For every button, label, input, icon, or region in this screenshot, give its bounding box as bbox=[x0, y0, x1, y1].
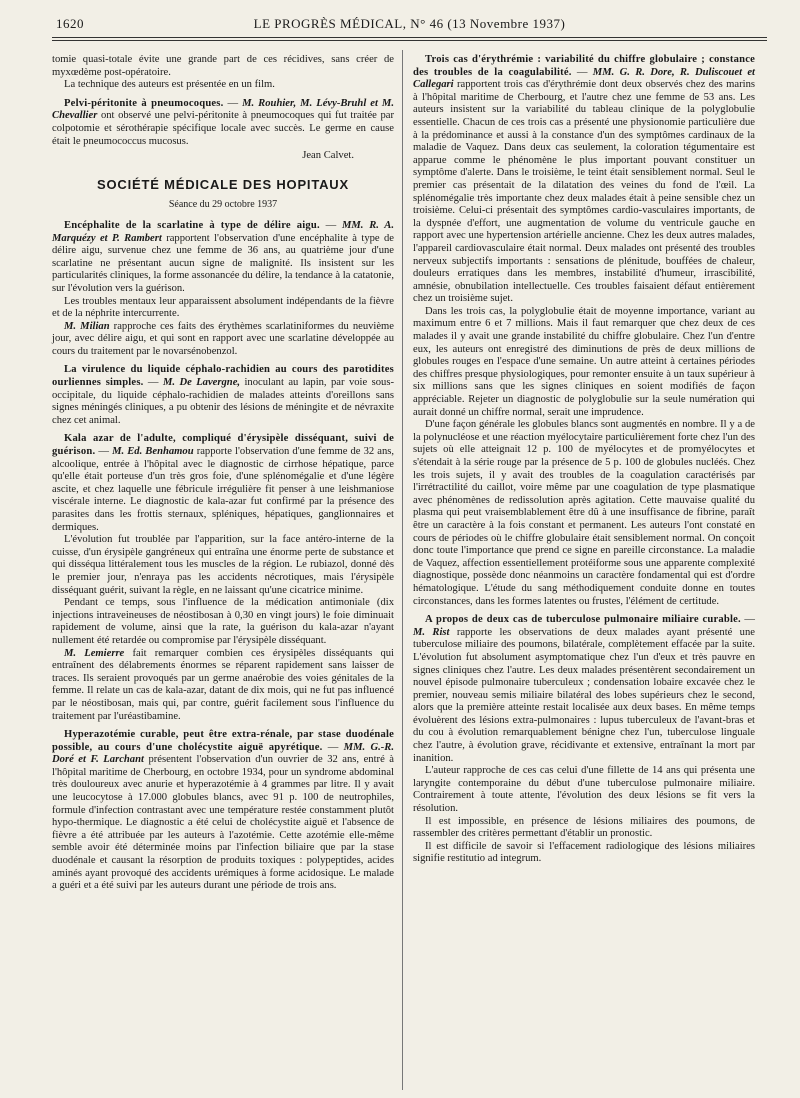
paragraph: D'une façon générale les globules blancs sont augmentés en nombre. Il y a de la polynucléose et une réaction myélocytaire particulièrement forte chez l'un des sujets où elle atteignait 12 p. 100 de myélocytes et de promyélocytes et s'étendait à la série rouge par la présence de 5 p. 100 de globules nucléés. Chez les trois sujets, il y avait des troubles de la coagulation caractérisés par l'irrétractilité du caillot, voire même par une coagulation de type plasmatique avec phénomènes de redissolution après agitation. Cette mauvaise qualité du plasma qui peut vraisemblablement être dû à une insuffisance de fibrine, paraît être un caractère à la fois constant et permanent. Les auteurs l'ont constaté en cours de périodes où le chiffre globulaire était sensiblement normal. On conçoit donc toute l'importance que prend ce signe en pareille circonstance. La maladie de Vaquez, affection essentiellement protéiforme sous une apparente complexité diagnostique, possède donc néanmoins un caractère fondamental qui est d'ordre hématologique. L'étude du sang méthodiquement conduite donne en toutes circonstances, dans les formes latentes ou frustes, l'élément de certitude. bbox=[413, 419, 755, 607]
article-title: Hyperazotémie curable, peut être extra-rénale, par stase duodénale possible, au cours d'une cholécystite aiguë apyrétique. bbox=[52, 729, 394, 753]
session-date: Séance du 29 octobre 1937 bbox=[168, 199, 278, 211]
article-pelvi-peritonite: Pelvi-péritonite à pneumocoques. — M. Rouhier, M. Lévy-Bruhl et M. Chevallier ont observé une pelvi-péritonite à pneumocoques qui fut traitée par colpotomie et sérothérapie spécifique locale avec succès. Le germe en cause était le pneumococcus mucosus. bbox=[52, 97, 395, 147]
paragraph-lemierre bbox=[52, 648, 394, 724]
article-title: Kala azar de l'adulte, compliqué d'érysipèle disséquant, suivi de guérison. bbox=[52, 433, 394, 458]
paragraph-text: rapproche ces faits des érythèmes scarlatiniformes du neuvième jour, avec délire aigu, et qui sont en rapport avec une scarlatine développée au cours du traitement par le novarsénobenzol. bbox=[52, 320, 395, 357]
article-authors: M. Ed. Benhamou bbox=[112, 446, 194, 458]
article-kala-azar: Kala azar de l'adulte, compliqué d'érysipèle disséquant, suivi de guérison. — M. Ed. Benhamou rapporte l'observation d'une femme de 32 ans, alcoolique, entrée à l'hôpital avec le diagnostic de cirrhose hépatique, parce qu'elle était porteuse d'un très gros foie, d'une splénomégalie et d'une légère ascite, et chez laquelle une fébricule irrégulière fit penser à une leishmaniose viscérale interne. Le diagnostic de kala-azar fut confirmé par la présence des parasites dans les frottis sternaux, spléniques, hépatiques, ganglionnaires et dermiques. bbox=[52, 433, 395, 533]
left-column bbox=[52, 54, 394, 893]
running-title: LE PROGRÈS MÉDICAL, N° 46 (13 Novembre 1937) bbox=[253, 16, 566, 31]
paragraph: L'évolution fut troublée par l'apparition, sur la face antéro-interne de la cuisse, d'un érysipèle gangréneux qui entraîna une énorme perte de substance et qui disséqua littéralement tous les muscles de la région. Le rubiazol, donné dès le premier jour, n'enraya pas les accidents nécrotiques, mais l'érysipèle disséquant guérit, suivant la règle, en ne laissant qu'une cicatrice minime. bbox=[52, 534, 394, 596]
article-hyperazotemie: Hyperazotémie curable, peut être extra-rénale, par stase duodénale possible, au cours d'une cholécystite aiguë apyrétique. — MM. G.-R. Doré et F. Larchant présentent l'observation d'un ouvrier de 32 ans, entré à l'hôpital maritime de Cherbourg, en octobre 1934, pour un syndrome abdominal très douloureux avec anurie et hyperazotémie à 4 grammes par litre. Il y avait une leucocytose à 17.000 globules blancs, avec 91 p. 100 de neutrophiles, formule d'infection contrastant avec une température restée constamment plutôt hypo-thermique. Le diagnostic a été celui de cholécystite aiguë et l'absence de fièvre a été attribuée par les auteurs à l'azotémie. Cette azotémie elle-même semble avoir été déterminée moins par l'infection biliaire que par la stase duodénale et causant la résorption de produits toxiques : polypeptides, acides aminés ayant provoqué des accidents urémiques à forme acidosique. Le malade a guéri et a été suivi par les auteurs durant une période de trois ans. bbox=[52, 729, 394, 892]
article-authors: MM. G.-R. Doré et F. Larchant bbox=[52, 741, 394, 766]
signature: Jean Calvet. bbox=[302, 150, 354, 162]
article-text: présentent l'observation d'un ouvrier de 32 ans, entré à l'hôpital maritime de Cherbourg, en octobre 1934, pour un syndrome abdominal très douloureux avec anurie et hyperazotémie à 4 grammes par litre. Il y avait une leucocytose à 17.000 globules blancs, avec 91 p. 100 de neutrophiles, formule d'infection contrastant avec une température restée constamment plutôt hypo-thermique. Le diagnostic a été celui de cholécystite aiguë et l'absence de fièvre a été attribuée par les auteurs à l'azotémie. Cette azotémie elle-même semble avoir été déterminée moins par l'infection biliaire que par la stase duodénale et causant la résorption de produits toxiques : polypeptides, acides aminés ayant provoqué des accidents urémiques à forme acidosique. Le malade a guéri et a été suivi par les auteurs durant une période de trois ans. bbox=[52, 754, 394, 892]
article-authors: M. Rouhier, M. Lévy-Bruhl et M. Chevallier bbox=[52, 97, 395, 122]
paragraph: tomie quasi-totale évite une grande part de ces récidives, sans créer de myxœdème post-opératoire. bbox=[52, 54, 394, 78]
article-text: rapportent l'observation d'une encéphalite à type de délire aigu, survenue chez une femme de 36 ans, au quatrième jour d'une scarlatine ne présentant aucun signe de malignité. Ils insistent sur les particularités cliniques, la forme assonancée du délire, la tendance à la catatonie, sur l'évolution vers la guérison. bbox=[52, 232, 394, 294]
article-tuberculose: A propos de deux cas de tuberculose pulmonaire miliaire curable. — M. Rist rapporte les observations de deux malades ayant présenté une tuberculose miliaire des poumons, bilatérale, complètement effacée par la suite. L'évolution fut absolument asymptomatique chez l'un d'eux et très pauvre en signes cliniques chez l'autre. Les deux malades présentèrent secondairement un nouvel épisode pulmonaire tuberculeux ; condensation lobaire excavée chez le premier, nouveau semis miliaire bilatéral des lobes supérieurs chez le second, alors que la première atteinte restait localisée aux deux bases. En même temps évoluèrent des lésions extra-pulmonaires : lupus tuberculeux de l'avant-bras et du cou à évolution remarquablement bénigne chez l'un, tuberculose linguale chez l'autre, à évolution grave, récidivante et extensive, entraînant la mort par inanition. bbox=[413, 614, 755, 764]
paragraph: La technique des auteurs est présentée en un film. bbox=[64, 79, 275, 91]
article-authors: MM. G. R. Dore, R. Duliscouet et Callegari bbox=[413, 66, 755, 91]
article-text: rapporte l'observation d'une femme de 32 ans, alcoolique, entrée à l'hôpital avec le diagnostic de cirrhose hépatique, parce qu'elle était porteuse d'un très gros foie, d'une splénomégalie et d'une légère ascite, et chez laquelle une fébricule irrégulière fit penser à une leishmaniose viscérale interne. Le diagnostic de kala-azar fut confirmé par la présence des parasites dans les frottis sternaux, spléniques, hépatiques, ganglionnaires et dermiques. bbox=[52, 446, 395, 533]
article-title: La virulence du liquide céphalo-rachidien au cours des parotidites ourliennes simples. bbox=[52, 364, 394, 389]
paragraph-milian bbox=[52, 321, 394, 359]
article-erythremie: Trois cas d'érythrémie : variabilité du chiffre globulaire ; constance des troubles de la coagulabilité. — MM. G. R. Dore, R. Duliscouet et Callegari rapportent trois cas d'érythrémie dont deux observés chez des marins à l'hôpital maritime de Cherbourg, et l'autre chez une femme de 53 ans. Les auteurs insistent sur la variabilité du tableau clinique de la polyglobulie essentielle. Chacun de ces trois cas a présenté une physionomie particulière due à la prédominance et aussi à la constance d'un des symptômes cardinaux de la maladie de Vaquez. Dans deux cas seulement, la coloration tégumentaire est apparue comme le phénomène le plus important pouvant constituer un symptôme d'alerte. Dans le troisième, le teint était sensiblement normal. Seul le premier cas présentait de la dilatation des veines du fond de l'œil. La splénomégalie très importante chez deux malades était à peine sensible chez un troisième. Celui-ci présentait des symptômes cardio-vasculaires importants, de la dyspnée d'effort, une augmentation de volume du ventricule gauche en rapport avec une hypertension artérielle ancienne. Chez les deux autres malades, l'appareil cardiovasculaire était normal. Deux malades ont présenté des troubles nerveux subjectifs importants : sensations de plénitude, bouffées de chaleur, douleurs erratiques dans les membres, instabilité d'humeur, irrascibilité, amnésie, obnubilation intellectuelle. Ces troubles faisaient défaut entièrement chez un troisième sujet. bbox=[413, 54, 755, 305]
page-number: 1620 bbox=[56, 16, 84, 31]
article-title: Encéphalite de la scarlatine à type de délire aigu. bbox=[64, 219, 320, 231]
article-authors: M. De Lavergne, bbox=[162, 377, 241, 389]
article-text: inoculant au lapin, par voie sous-occipitale, du liquide céphalo-rachidien de malades atteints d'oreillons sans signes méningés cliniques, a pu obtenir des lésions de méningite et de névraxite chez cet animal. bbox=[52, 377, 394, 426]
paragraph: L'auteur rapproche de ces cas celui d'une fillette de 14 ans qui présenta une laryngite contemporaine du début d'une tuberculose pulmonaire miliaire. Contrairement à toute attente, l'évolution des deux lésions se fit vers la résolution. bbox=[413, 765, 755, 815]
discussant-name: M. Milian bbox=[64, 320, 110, 332]
paragraph: Pendant ce temps, sous l'influence de la médication antimoniale (dix injections intraveineuses de néostibosan à 0,30 en vingt jours) le foie diminuait rapidement de volume, ainsi que la rate, la guérison du kala-azar n'ayant nullement été retardée ou compromise par l'érysipèle disséquant. bbox=[52, 597, 394, 646]
paragraph-text: fait remarquer combien ces érysipèles disséquants qui entraînent des délabrements énormes se réparent rapidement sans laisser de traces. Ils seraient provoqués par un germe anaérobie des voies génitales de la femme. Il relate un cas de kala-azar, datant de dix mois, qui ne fut pas influencé par le néostibosan, mais qui, par contre, guérit facilement sous l'influence du traitement par l'uréastibamine. bbox=[52, 647, 394, 722]
header-rule bbox=[52, 37, 767, 38]
discussant-name: M. Lemierre bbox=[64, 647, 125, 659]
paragraph: Il est impossible, en présence de lésions miliaires des poumons, de rassembler des critères permettant d'établir un pronostic. bbox=[413, 815, 755, 840]
paragraph: Dans les trois cas, la polyglobulie était de moyenne importance, variant au maximum entre 6 et 7 millions. Mais il faut remarquer que chez deux de ces malades il y avait une grande instabilité du chiffre globulaire. Chez l'un d'entre eux, les auteurs ont enregistré des diminutions de près de deux millions de globules rouges en l'espace d'une semaine. Un autre atteint à certaines périodes des chiffres presque physiologiques, pour remonter ensuite à un taux supérieur à six millions sans que les signes cliniques en soient modifiés de façon appréciable. Rejeter un diagnostic de polyglobulie sur la seule numération qui aurait donné un chiffre normal, serait une imprudence. bbox=[413, 305, 755, 418]
header-rule-thin bbox=[52, 40, 767, 41]
column-divider bbox=[402, 50, 403, 1090]
article-virulence: La virulence du liquide céphalo-rachidien au cours des parotidites ourliennes simples. — M. De Lavergne, inoculant au lapin, par voie sous-occipitale, du liquide céphalo-rachidien de malades atteints d'oreillons sans signes méningés cliniques, a pu obtenir des lésions de méningite et de névraxite chez cet animal. bbox=[52, 364, 394, 426]
article-title: A propos de deux cas de tuberculose pulmonaire miliaire curable. bbox=[425, 614, 741, 626]
paragraph: Il est difficile de savoir si l'effacement radiologique des lésions miliaires signifie restitutio ad integrum. bbox=[413, 840, 755, 865]
article-authors: M. Rist bbox=[413, 626, 450, 638]
article-text: rapportent trois cas d'érythrémie dont deux observés chez des marins à l'hôpital maritime de Cherbourg, et l'autre chez une femme de 53 ans. Les auteurs insistent sur la variabilité du tableau clinique de la polyglobulie essentielle. Chacun de ces trois cas a présenté une physionomie particulière due à la prédominance et aussi à la constance d'un des symptômes cardinaux de la maladie de Vaquez. Dans deux cas seulement, la coloration tégumentaire est apparue comme le phénomène le plus important pouvant constituer un symptôme d'alerte. Dans le troisième, le teint était sensiblement normal. Seul le premier cas présentait de la dilatation des veines du fond de l'œil. La splénomégalie très importante chez deux malades était à peine sensible chez un troisième. Celui-ci présentait des symptômes cardio-vasculaires importants, de la dyspnée d'effort, une augmentation de volume du ventricule gauche en rapport avec une hypertension artérielle ancienne. Chez les deux autres malades, l'appareil cardiovasculaire était normal. Deux malades ont présenté des troubles nerveux subjectifs importants : sensations de plénitude, bouffées de chaleur, douleurs erratiques dans les membres, instabilité d'humeur, irrascibilité, amnésie, obnubilation intellectuelle. Ces troubles faisaient défaut entièrement chez un troisième sujet. bbox=[413, 79, 755, 305]
article-title: Trois cas d'érythrémie : variabilité du chiffre globulaire ; constance des troubles de la coagulabilité. bbox=[413, 54, 755, 78]
right-column bbox=[413, 54, 755, 866]
article-text: ont observé une pelvi-péritonite à pneumocoques qui fut traitée par colpotomie et sérothérapie spécifique locale avec succès. Le germe en cause était le pneumococcus mucosus. bbox=[52, 110, 394, 147]
article-authors: MM. R. A. Marquézy et P. Rambert bbox=[52, 219, 394, 244]
page-header bbox=[52, 14, 767, 34]
article-encephalite: Encéphalite de la scarlatine à type de délire aigu. — MM. R. A. Marquézy et P. Rambert rapportent l'observation d'une encéphalite à type de délire aigu, survenue chez une femme de 36 ans, au quatrième jour d'une scarlatine ne présentant aucun signe de malignité. Ils insistent sur les particularités cliniques, la forme assonancée du délire, la tendance à la catatonie, sur l'évolution vers la guérison. bbox=[52, 219, 394, 294]
article-title: Pelvi-péritonite à pneumocoques. bbox=[64, 97, 224, 109]
article-text: rapporte les observations de deux malades ayant présenté une tuberculose miliaire des poumons, bilatérale, complètement effacée par la suite. L'évolution fut absolument asymptomatique chez l'un d'eux et très pauvre en signes cliniques chez l'autre. Les deux malades présentèrent secondairement un nouvel épisode pulmonaire tuberculeux ; condensation lobaire excavée chez le premier, nouveau semis miliaire bilatéral des lobes supérieurs chez le second, alors que la première atteinte restait localisée aux deux bases. En même temps évoluèrent des lésions extra-pulmonaires : lupus tuberculeux de l'avant-bras et du cou à évolution remarquablement bénigne chez l'un, tuberculose linguale chez l'autre, à évolution grave, récidivante et extensive, entraînant la mort par inanition. bbox=[413, 626, 755, 764]
paragraph: Les troubles mentaux leur apparaissent absolument indépendants de la fièvre et de la néphrite intercurrente. bbox=[52, 295, 394, 320]
society-title: SOCIÉTÉ MÉDICALE DES HOPITAUX bbox=[97, 176, 349, 192]
